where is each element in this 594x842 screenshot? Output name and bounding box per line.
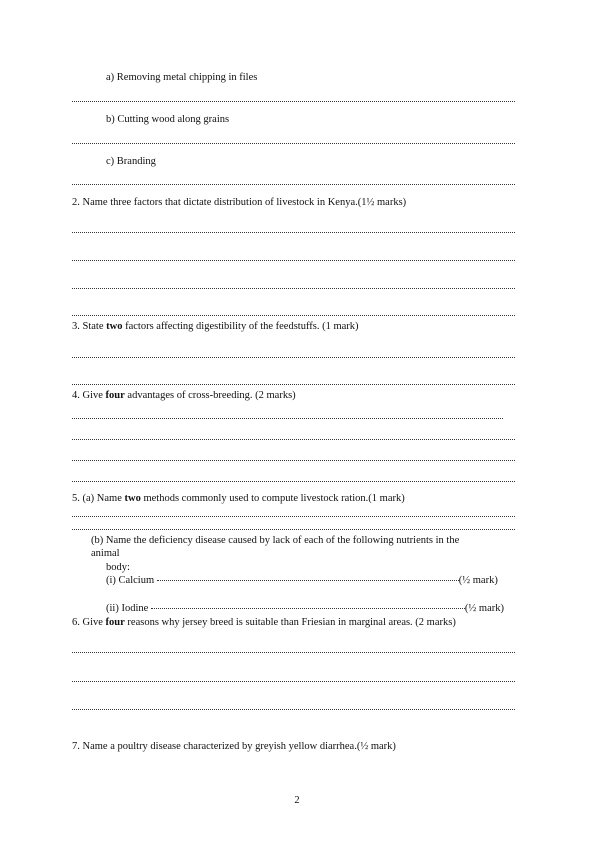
question-3: 3. State two factors affecting digestibility of the feedstuffs. (1 mark) xyxy=(72,321,359,332)
item-a: a) Removing metal chipping in files xyxy=(106,72,258,83)
answer-line xyxy=(72,528,515,530)
answer-line xyxy=(72,383,515,385)
answer-line xyxy=(72,651,515,653)
answer-line xyxy=(72,417,503,419)
question-5a: 5. (a) Name two methods commonly used to compute livestock ration.(1 mark) xyxy=(72,493,405,504)
answer-line xyxy=(72,100,515,102)
answer-line xyxy=(72,680,515,682)
answer-line xyxy=(72,356,515,358)
answer-line xyxy=(72,708,515,710)
page-number: 2 xyxy=(294,795,300,806)
answer-line xyxy=(72,438,515,440)
question-5b-ii: (ii) Iodine (½ mark) xyxy=(106,603,504,614)
question-7: 7. Name a poultry disease characterized by greyish yellow diarrhea.(½ mark) xyxy=(72,741,396,752)
question-5b-body: body: xyxy=(106,562,130,573)
answer-line xyxy=(72,459,515,461)
answer-line xyxy=(72,259,515,261)
fill-line xyxy=(151,608,465,609)
answer-line xyxy=(72,314,515,316)
question-5b: (b) Name the deficiency disease caused by lack of each of the following nutrients in the xyxy=(91,535,460,546)
answer-line xyxy=(72,231,515,233)
question-4: 4. Give four advantages of cross-breeding. (2 marks) xyxy=(72,390,296,401)
question-6: 6. Give four reasons why jersey breed is suitable than Friesian in marginal areas. (2 marks) xyxy=(72,617,456,628)
fill-line xyxy=(157,580,459,581)
question-5b-i: (i) Calcium (½ mark) xyxy=(106,575,498,586)
answer-line xyxy=(72,515,515,517)
answer-line xyxy=(72,480,515,482)
answer-line xyxy=(72,142,515,144)
item-b: b) Cutting wood along grains xyxy=(106,114,230,125)
item-c: c) Branding xyxy=(106,156,156,167)
answer-line xyxy=(72,183,515,185)
question-5b-cont: animal xyxy=(91,548,120,559)
question-2: 2. Name three factors that dictate distribution of livestock in Kenya.(1½ marks) xyxy=(72,197,407,208)
answer-line xyxy=(72,287,515,289)
